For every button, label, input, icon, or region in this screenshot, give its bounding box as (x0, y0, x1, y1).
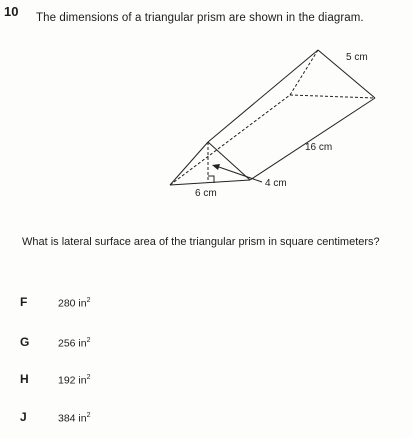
choice-letter: J (20, 410, 27, 424)
height-pointer-arrow (216, 166, 262, 182)
choice-value: 192 $in^2$ (58, 373, 91, 386)
choice-j[interactable] (20, 410, 91, 424)
label-base: 6 cm (195, 188, 217, 199)
triangular-prism-diagram (150, 40, 400, 210)
choice-letter: H (20, 372, 29, 386)
label-height: 4 cm (265, 178, 287, 189)
question-stem: The dimensions of a triangular prism are shown in the diagram. (36, 12, 364, 24)
question-number: 10 (4, 4, 19, 19)
choice-value: 384 $in^2$ (58, 411, 91, 424)
prism-hidden-edge-back-base (290, 95, 375, 98)
prism-hidden-edge-left-long (170, 95, 290, 185)
choice-letter: F (20, 295, 28, 309)
label-length: 16 cm (305, 142, 333, 153)
prism-edge-front-right (208, 142, 250, 180)
height-pointer-arrowhead (212, 164, 220, 170)
prism-edge-top (208, 50, 318, 142)
choice-g[interactable] (20, 335, 91, 349)
prism-edge-bottom-right (250, 98, 375, 180)
label-top-edge: 5 cm (346, 52, 368, 63)
choice-h[interactable] (20, 372, 91, 386)
prism-edge-front-left (170, 142, 208, 185)
prism-edge-base-front (170, 180, 250, 185)
choice-f[interactable] (20, 295, 91, 309)
choice-value: 256 $in^2$ (58, 336, 91, 349)
question-prompt: What is lateral surface area of the triangular prism in square centimeters? (22, 236, 380, 248)
choice-letter: G (20, 335, 30, 349)
prism-hidden-edge-back-left (290, 50, 318, 95)
choice-value: 280 $in^2$ (58, 296, 91, 309)
